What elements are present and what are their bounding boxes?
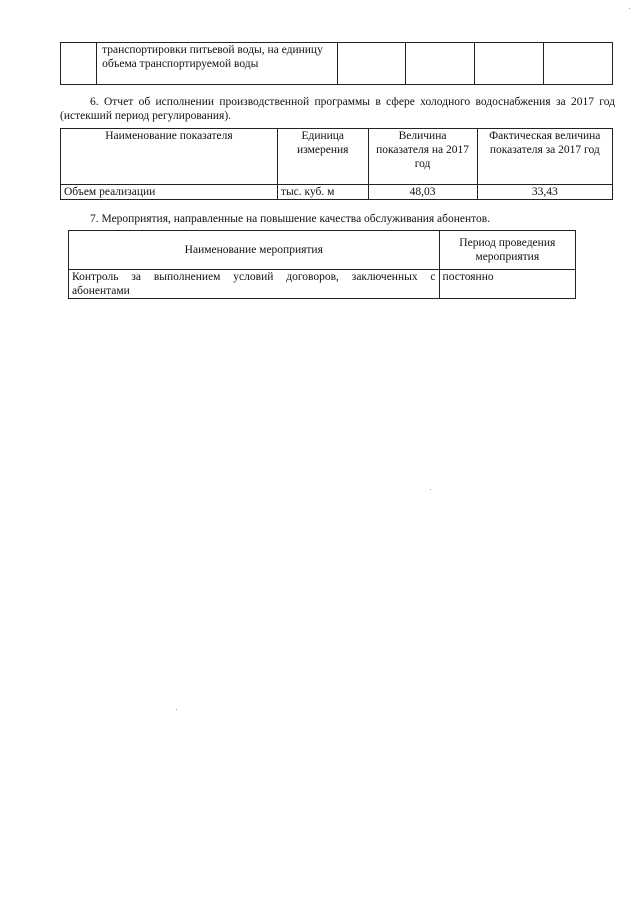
table-cell: Объем реализации [61, 185, 278, 200]
table-cell [337, 43, 406, 85]
service-measures-table [68, 230, 576, 299]
table-cell: Контроль за выполнением условий договоров, заключенных с абонентами [69, 270, 440, 299]
table-cell [475, 43, 544, 85]
production-program-table [60, 128, 613, 200]
section-7-heading: 7. Мероприятия, направленные на повышение качества обслуживания абонентов. [90, 213, 491, 225]
table-header-row [61, 129, 613, 185]
scan-speck [629, 8, 630, 9]
table-cell: тыс. куб. м [277, 185, 368, 200]
table-cell [406, 43, 475, 85]
table-cell [61, 43, 97, 85]
table-row [61, 43, 613, 85]
column-header: Фактическая величина показателя за 2017 год [477, 129, 612, 185]
column-header: Единица измерения [277, 129, 368, 185]
column-header: Величина показателя на 2017 год [368, 129, 477, 185]
column-header: Наименование мероприятия [69, 231, 440, 270]
column-header: Наименование показателя [61, 129, 278, 185]
table-cell: 33,43 [477, 185, 612, 200]
table-cell: 48,03 [368, 185, 477, 200]
table-cell: транспортировки питьевой воды, на единицу объема транспортируемой воды [97, 43, 337, 85]
table-row [69, 270, 576, 299]
table-cell: постоянно [439, 270, 575, 299]
column-header: Период проведения мероприятия [439, 231, 575, 270]
table-header-row [69, 231, 576, 270]
table-row [61, 185, 613, 200]
scan-speck [176, 709, 177, 710]
continuation-table [60, 42, 613, 85]
section-6-heading: 6. Отчет об исполнении производственной программы в сфере холодного водоснабжения за 2017 год (истекший период регулирования). [60, 96, 615, 123]
scan-speck [430, 489, 431, 490]
table-cell [544, 43, 613, 85]
